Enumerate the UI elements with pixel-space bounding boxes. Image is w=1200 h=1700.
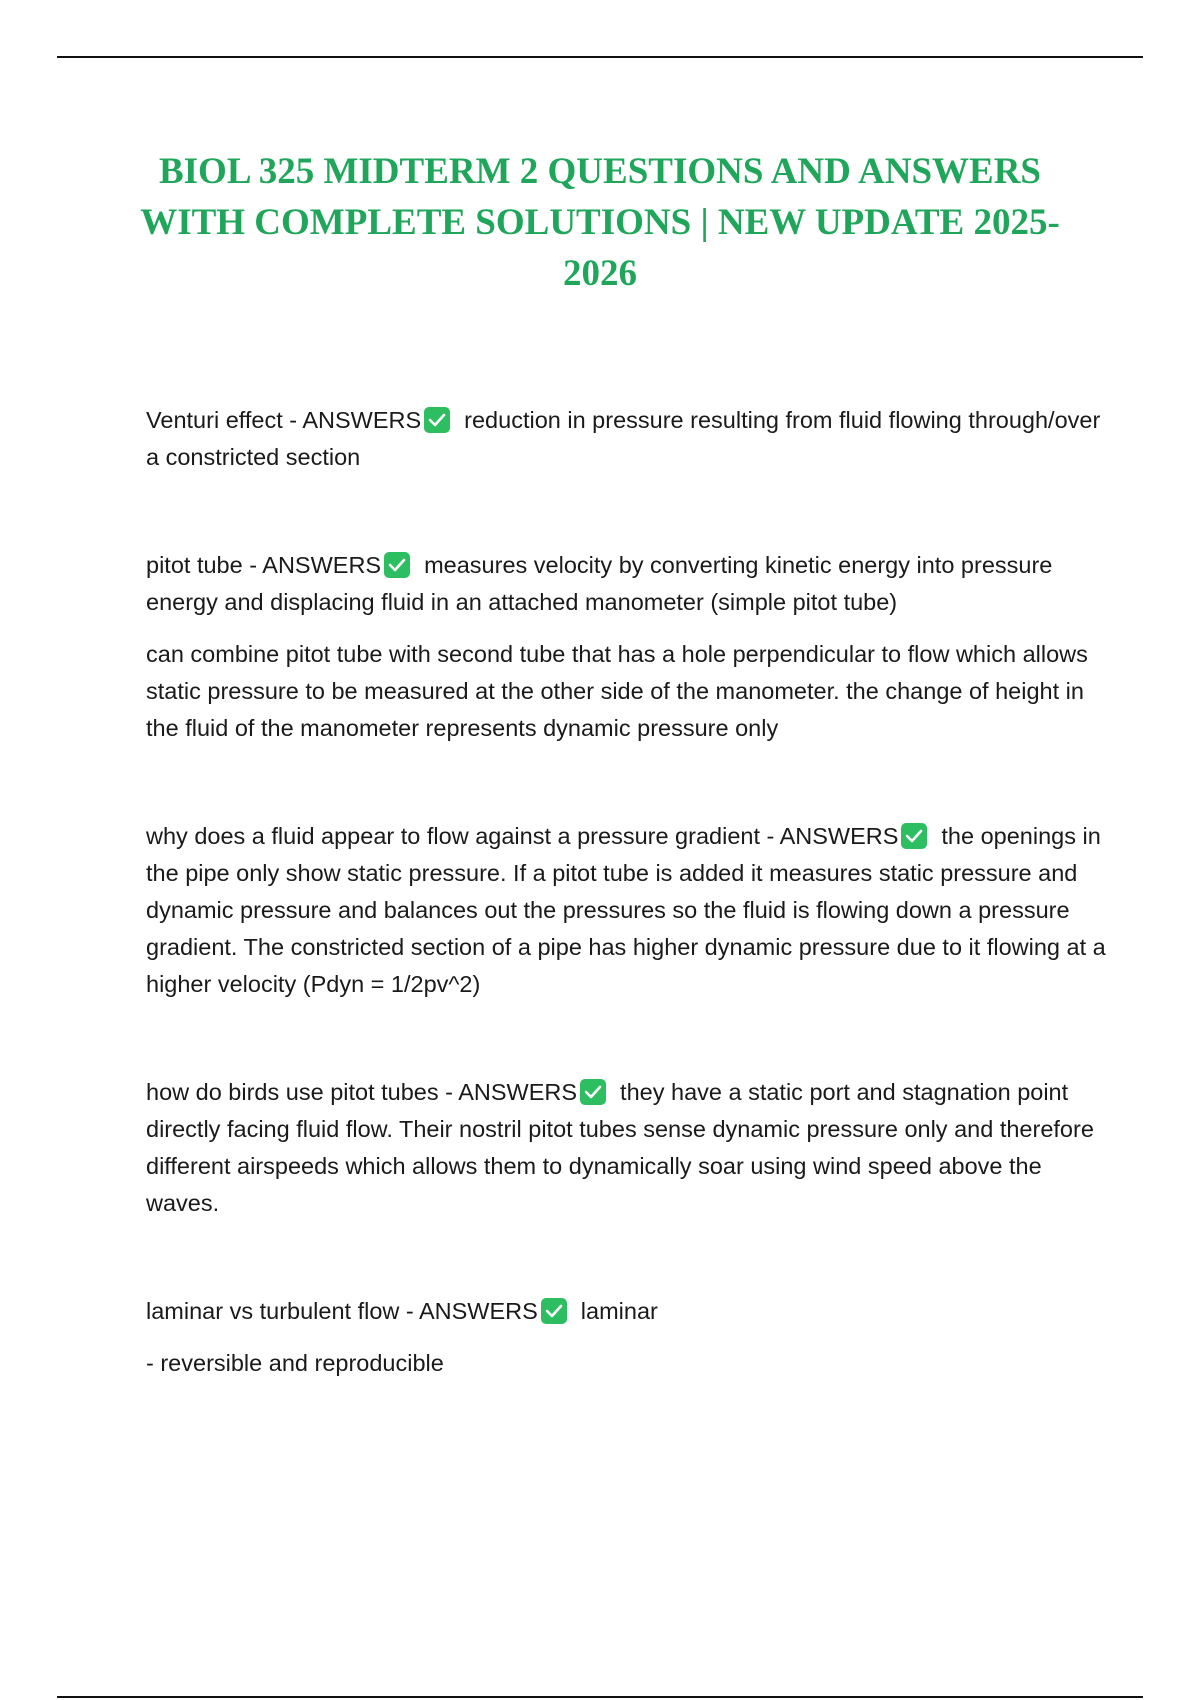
- question-text: pitot tube - ANSWERS: [146, 552, 382, 578]
- question-text: why does a fluid appear to flow against a pressure gradient - ANSWERS: [146, 823, 899, 849]
- check-box-icon: [424, 407, 450, 433]
- check-box-icon: [580, 1079, 606, 1105]
- qa-paragraph: [146, 818, 1106, 1003]
- check-box-icon: [541, 1298, 567, 1324]
- answer-continuation: can combine pitot tube with second tube that has a hole perpendicular to flow which allows static pressure to be measured at the other side of the manometer. the change of height in the fluid of the manometer represents dynamic pressure only: [146, 641, 1088, 741]
- answer-text: measures velocity by converting kinetic energy into pressure energy and displacing fluid in an attached manometer (simple pitot tube): [146, 552, 1053, 615]
- qa-item-birds-pitot-tubes: [146, 1074, 1106, 1222]
- qa-paragraph: [146, 1293, 1106, 1330]
- qa-item-pressure-gradient: [146, 818, 1106, 1003]
- qa-paragraph: [146, 1074, 1106, 1222]
- check-box-icon: [384, 552, 410, 578]
- qa-item-laminar-vs-turbulent: [146, 1293, 1106, 1382]
- document-title: BIOL 325 MIDTERM 2 QUESTIONS AND ANSWERS WITH COMPLETE SOLUTIONS | NEW UPDATE 2025-2026: [140, 151, 1060, 294]
- answer-text: the openings in the pipe only show static pressure. If a pitot tube is added it measures static pressure and dynamic pressure and balances out the pressures so the fluid is flowing down a pressure gradient. The constricted section of a pipe has higher dynamic pressure due to it flowing at a higher velocity (Pdyn = 1/2pv^2): [146, 823, 1106, 997]
- answer-text: laminar: [580, 1298, 658, 1324]
- check-box-icon: [901, 823, 927, 849]
- question-text: Venturi effect - ANSWERS: [146, 407, 422, 433]
- question-text: laminar vs turbulent flow - ANSWERS: [146, 1298, 538, 1324]
- answer-text: they have a static port and stagnation point directly facing fluid flow. Their nostril pitot tubes sense dynamic pressure only and therefore different airspeeds which allows them to dynamically soar using wind speed above the waves.: [146, 1079, 1094, 1216]
- answer-continuation: - reversible and reproducible: [146, 1350, 444, 1376]
- answer-text: reduction in pressure resulting from fluid flowing through/over a constricted section: [146, 407, 1101, 470]
- question-text: how do birds use pitot tubes - ANSWERS: [146, 1079, 578, 1105]
- bottom-rule: [57, 1696, 1143, 1698]
- qa-paragraph: [146, 547, 1106, 621]
- top-rule: [57, 56, 1143, 58]
- qa-item-venturi-effect: [146, 402, 1106, 476]
- qa-content: [146, 402, 1106, 1382]
- qa-item-pitot-tube: [146, 547, 1106, 747]
- qa-paragraph: [146, 402, 1106, 476]
